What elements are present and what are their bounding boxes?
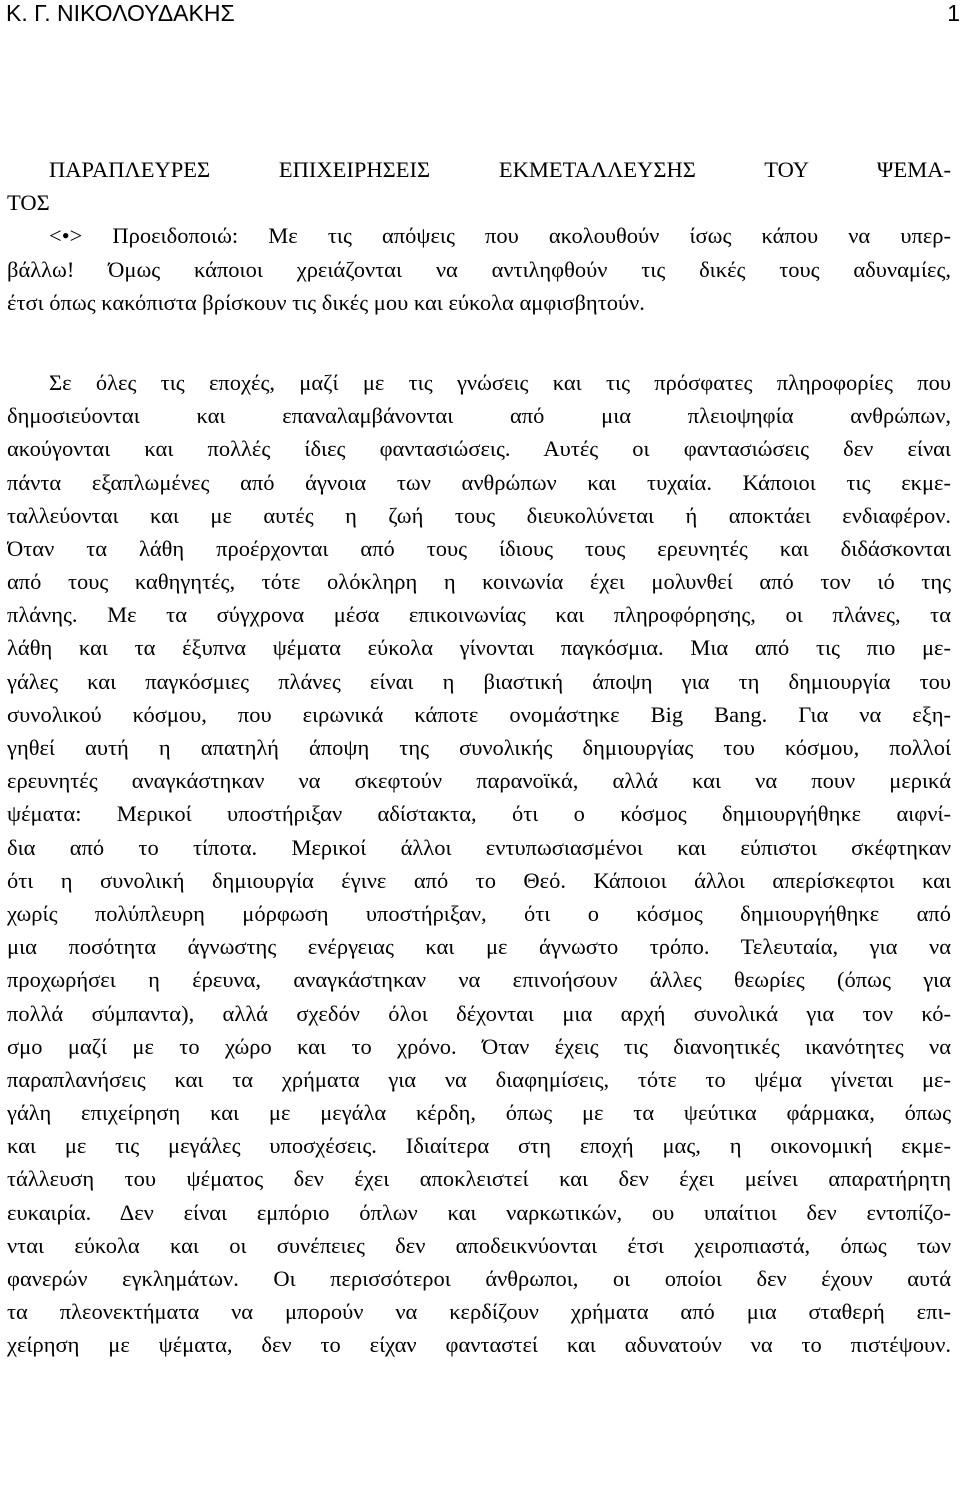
body-line: σμο μαζί με το χώρο και το χρόνο. Όταν έχεις τις διανοητικές ικανότητες να bbox=[7, 1033, 951, 1059]
section-title-line: ΠΑΡΑΠΛΕΥΡΕΣ ΕΠΙΧΕΙΡΗΣΕΙΣ ΕΚΜΕΤΑΛΛΕΥΣΗΣ ΤΟΥ ΨΕΜΑ- bbox=[49, 157, 951, 182]
body-line: δημοσιεύονται και επαναλαμβάνονται από μια πλειοψηφία ανθρώπων, bbox=[7, 403, 951, 429]
body-line: τα πλεονεκτήματα να μπορούν να κερδίζουν χρήματα από μια σταθερή επι- bbox=[7, 1299, 951, 1325]
body-line: μια ποσότητα άγνωστης ενέργειας και με άγνωστο τρόπο. Τελευταία, για να bbox=[7, 934, 951, 960]
body-line: συνολικού κόσμου, που ειρωνικά κάποτε ονομάστηκε Big Bang. Για να εξη- bbox=[7, 701, 951, 727]
body-line: νται εύκολα και οι συνέπειες δεν αποδεικνύονται έτσι χειροπιαστά, όπως των bbox=[7, 1232, 951, 1258]
body-line: ότι η συνολική δημιουργία έγινε από το Θεό. Κάποιοι άλλοι απερίσκεφτοι και bbox=[7, 867, 951, 893]
intro-line: έτσι όπως κακόπιστα βρίσκουν τις δικές μου και εύκολα αμφισβητούν. bbox=[7, 289, 645, 315]
body-line: ταλλεύονται και με αυτές η ζωή τους διευκολύνεται ή αποκτάει ενδιαφέρον. bbox=[7, 502, 951, 528]
body-line: από τους καθηγητές, τότε ολόκληρη η κοινωνία έχει μολυνθεί από τον ιό της bbox=[7, 569, 951, 595]
body-line: Σε όλες τις εποχές, μαζί με τις γνώσεις και τις πρόσφατες πληροφορίες που bbox=[49, 369, 951, 395]
section-title bbox=[7, 153, 951, 219]
body-line: παραπλανήσεις και τα χρήματα για να διαφημίσεις, τότε το ψέμα γίνεται με- bbox=[7, 1066, 951, 1092]
paragraph-gap bbox=[7, 319, 951, 366]
running-header bbox=[0, 0, 960, 30]
body-line: ακούγονται και πολλές ίδιες φαντασιώσεις. Αυτές οι φαντασιώσεις δεν είναι bbox=[7, 436, 951, 462]
body-line: γάλη επιχείρηση και με μεγάλα κέρδη, όπως με τα ψεύτικα φάρμακα, όπως bbox=[7, 1100, 951, 1126]
body-line: πλάνης. Με τα σύγχρονα μέσα επικοινωνίας και πληροφόρησης, οι πλάνες, τα bbox=[7, 602, 951, 628]
body-line: τάλλευση του ψέματος δεν έχει αποκλειστεί και δεν έχει μείνει απαρατήρητη bbox=[7, 1166, 951, 1192]
header-author: Κ. Γ. ΝΙΚΟΛΟΥΔΑΚΗΣ bbox=[6, 0, 235, 26]
section-title-line: ΤΟΣ bbox=[7, 190, 50, 216]
body-line: ερευνητές αναγκάστηκαν να σκεφτούν παρανοϊκά, αλλά και να πουν μερικά bbox=[7, 768, 951, 794]
body-line: ευκαιρία. Δεν είναι εμπόριο όπλων και ναρκωτικών, ου υπαίτιοι δεν εντοπίζο- bbox=[7, 1199, 951, 1225]
body-line: προχωρήσει η έρευνα, αναγκάστηκαν να επινοήσουν άλλες θεωρίες (όπως για bbox=[7, 967, 951, 993]
body-line: δια από το τίποτα. Μερικοί άλλοι εντυπωσιασμένοι και εύπιστοι σκέφτηκαν bbox=[7, 834, 951, 860]
body-line: γηθεί αυτή η απατηλή άποψη της συνολικής δημιουργίας του κόσμου, πολλοί bbox=[7, 735, 951, 760]
body-line: και με τις μεγάλες υποσχέσεις. Ιδιαίτερα στη εποχή μας, η οικονομική εκμε- bbox=[7, 1133, 951, 1159]
body-paragraph bbox=[7, 366, 951, 1362]
intro-line: βάλλω! Όμως κάποιοι χρειάζονται να αντιληφθούν τις δικές τους αδυναμίες, bbox=[7, 256, 951, 282]
intro-paragraph bbox=[7, 219, 951, 319]
text-body bbox=[7, 153, 951, 1362]
page-number: 1 bbox=[947, 0, 960, 26]
body-line: ψέματα: Μερικοί υποστήριξαν αδίστακτα, ότι ο κόσμος δημιουργήθηκε αιφνί- bbox=[7, 801, 951, 827]
body-line: πολλά σύμπαντα), αλλά σχεδόν όλοι δέχονται μια αρχή συνολικά για τον κό- bbox=[7, 1000, 951, 1026]
body-line: φανερών εγκλημάτων. Οι περισσότεροι άνθρωποι, οι οποίοι δεν έχουν αυτά bbox=[7, 1266, 951, 1291]
body-line: Όταν τα λάθη προέρχονται από τους ίδιους τους ερευνητές και διδάσκονται bbox=[7, 535, 951, 561]
body-line: γάλες και παγκόσμιες πλάνες είναι η βιαστική άποψη για τη δημιουργία του bbox=[7, 668, 951, 694]
body-line: χείρηση με ψέματα, δεν το είχαν φανταστεί και αδυνατούν να το πιστέψουν. bbox=[7, 1332, 951, 1358]
body-line: λάθη και τα έξυπνα ψέματα εύκολα γίνονται παγκόσμια. Μια από τις πιο με- bbox=[7, 635, 951, 661]
intro-line: <•> Προειδοποιώ: Με τις απόψεις που ακολουθούν ίσως κάπου να υπερ- bbox=[49, 223, 951, 249]
body-line: χωρίς πολύπλευρη μόρφωση υποστήριξαν, ότι ο κόσμος δημιουργήθηκε από bbox=[7, 900, 951, 926]
body-line: πάντα εξαπλωμένες από άγνοια των ανθρώπων και τυχαία. Κάποιοι τις εκμε- bbox=[7, 469, 951, 495]
